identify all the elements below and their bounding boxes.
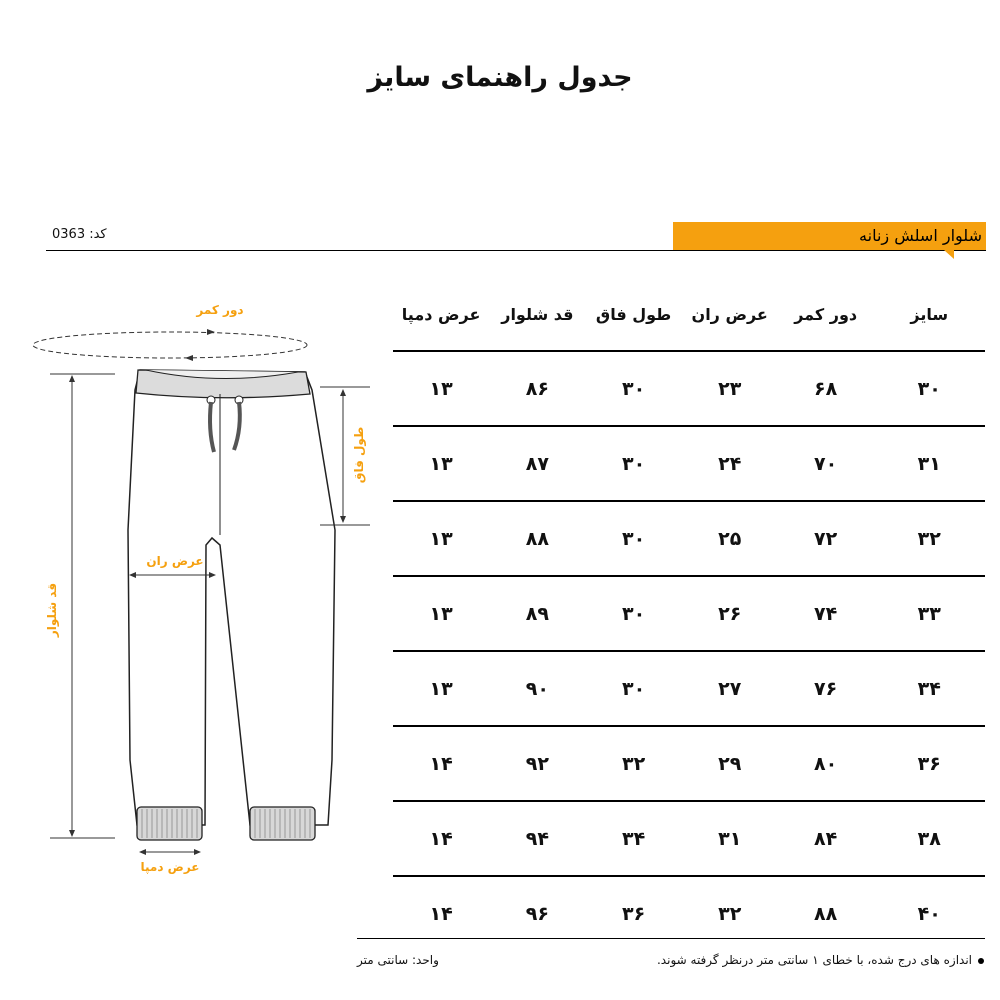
cell-waist: ۸۰	[778, 726, 874, 801]
cell-rise: ۳۲	[586, 726, 682, 801]
table-header-row	[393, 278, 985, 351]
cell-size: ۴۰	[874, 876, 985, 950]
size-table	[393, 278, 985, 950]
cell-waist: ۶۸	[778, 351, 874, 426]
cell-size: ۳۲	[874, 501, 985, 576]
cell-hem: ۱۴	[393, 726, 489, 801]
cell-rise: ۳۰	[586, 501, 682, 576]
measurement-note	[657, 953, 984, 967]
table-row	[393, 576, 985, 651]
product-name: شلوار اسلش زنانه	[859, 226, 982, 245]
cell-size: ۳۴	[874, 651, 985, 726]
cell-length: ۹۶	[489, 876, 585, 950]
table-row	[393, 726, 985, 801]
cell-thigh: ۲۹	[682, 726, 778, 801]
banner-tail	[944, 250, 954, 259]
footer-divider	[357, 938, 985, 939]
cell-size: ۳۸	[874, 801, 985, 876]
cell-hem: ۱۳	[393, 576, 489, 651]
table-row	[393, 501, 985, 576]
header-size: سایز	[910, 304, 949, 324]
cell-rise: ۳۰	[586, 351, 682, 426]
cell-size: ۳۰	[874, 351, 985, 426]
cell-waist: ۷۴	[778, 576, 874, 651]
cell-rise: ۳۰	[586, 576, 682, 651]
cell-waist: ۷۲	[778, 501, 874, 576]
cell-hem: ۱۳	[393, 501, 489, 576]
cell-waist: ۷۰	[778, 426, 874, 501]
waist-label: دور کمر	[196, 303, 244, 317]
cell-length: ۸۸	[489, 501, 585, 576]
waist-measure-ellipse	[33, 332, 307, 358]
bullet-icon	[978, 958, 984, 964]
cell-rise: ۳۰	[586, 651, 682, 726]
cell-hem: ۱۴	[393, 801, 489, 876]
cell-length: ۹۲	[489, 726, 585, 801]
cell-length: ۹۴	[489, 801, 585, 876]
table-row	[393, 801, 985, 876]
header-hem: عرض دمپا	[401, 304, 481, 324]
header-thigh: عرض ران	[691, 304, 768, 324]
cell-thigh: ۲۶	[682, 576, 778, 651]
header-waist: دور کمر	[794, 304, 858, 324]
cell-length: ۸۹	[489, 576, 585, 651]
cell-rise: ۳۴	[586, 801, 682, 876]
waist-arrow-bottom	[185, 355, 193, 361]
cell-thigh: ۲۷	[682, 651, 778, 726]
header-length: قد شلوار	[501, 304, 574, 324]
cell-length: ۸۶	[489, 351, 585, 426]
cell-rise: ۳۶	[586, 876, 682, 950]
thigh-label: عرض ران	[146, 554, 204, 568]
cell-waist: ۸۸	[778, 876, 874, 950]
cuff-ribbing	[142, 809, 310, 838]
unit-label: واحد: سانتی متر	[357, 953, 439, 967]
table-row	[393, 651, 985, 726]
hem-label: عرض دمپا	[140, 860, 200, 874]
note-text: اندازه های درج شده، با خطای ۱ سانتی متر درنظر گرفته شوند.	[656, 953, 972, 967]
cell-thigh: ۲۳	[682, 351, 778, 426]
header-rise: طول فاق	[595, 304, 672, 324]
cell-thigh: ۲۵	[682, 501, 778, 576]
cell-waist: ۷۶	[778, 651, 874, 726]
cell-rise: ۳۰	[586, 426, 682, 501]
cell-length: ۸۷	[489, 426, 585, 501]
cell-hem: ۱۳	[393, 426, 489, 501]
rise-label: طول فاق	[352, 426, 366, 484]
cell-hem: ۱۳	[393, 351, 489, 426]
table-row	[393, 351, 985, 426]
waist-arrow-top	[207, 329, 215, 335]
cell-size: ۳۳	[874, 576, 985, 651]
table-row	[393, 426, 985, 501]
pants-diagram	[30, 290, 390, 890]
cell-thigh: ۲۴	[682, 426, 778, 501]
cell-waist: ۸۴	[778, 801, 874, 876]
cell-hem: ۱۳	[393, 651, 489, 726]
cell-size: ۳۱	[874, 426, 985, 501]
pants-outline	[128, 370, 335, 825]
cell-length: ۹۰	[489, 651, 585, 726]
cell-thigh: ۳۱	[682, 801, 778, 876]
cell-size: ۳۶	[874, 726, 985, 801]
page-title: جدول راهنمای سایز	[367, 62, 633, 93]
cell-hem: ۱۴	[393, 876, 489, 950]
length-label: قد شلوار	[45, 582, 59, 638]
cell-thigh: ۳۲	[682, 876, 778, 950]
header-divider	[46, 250, 986, 251]
product-code: کد: 0363	[52, 227, 107, 242]
